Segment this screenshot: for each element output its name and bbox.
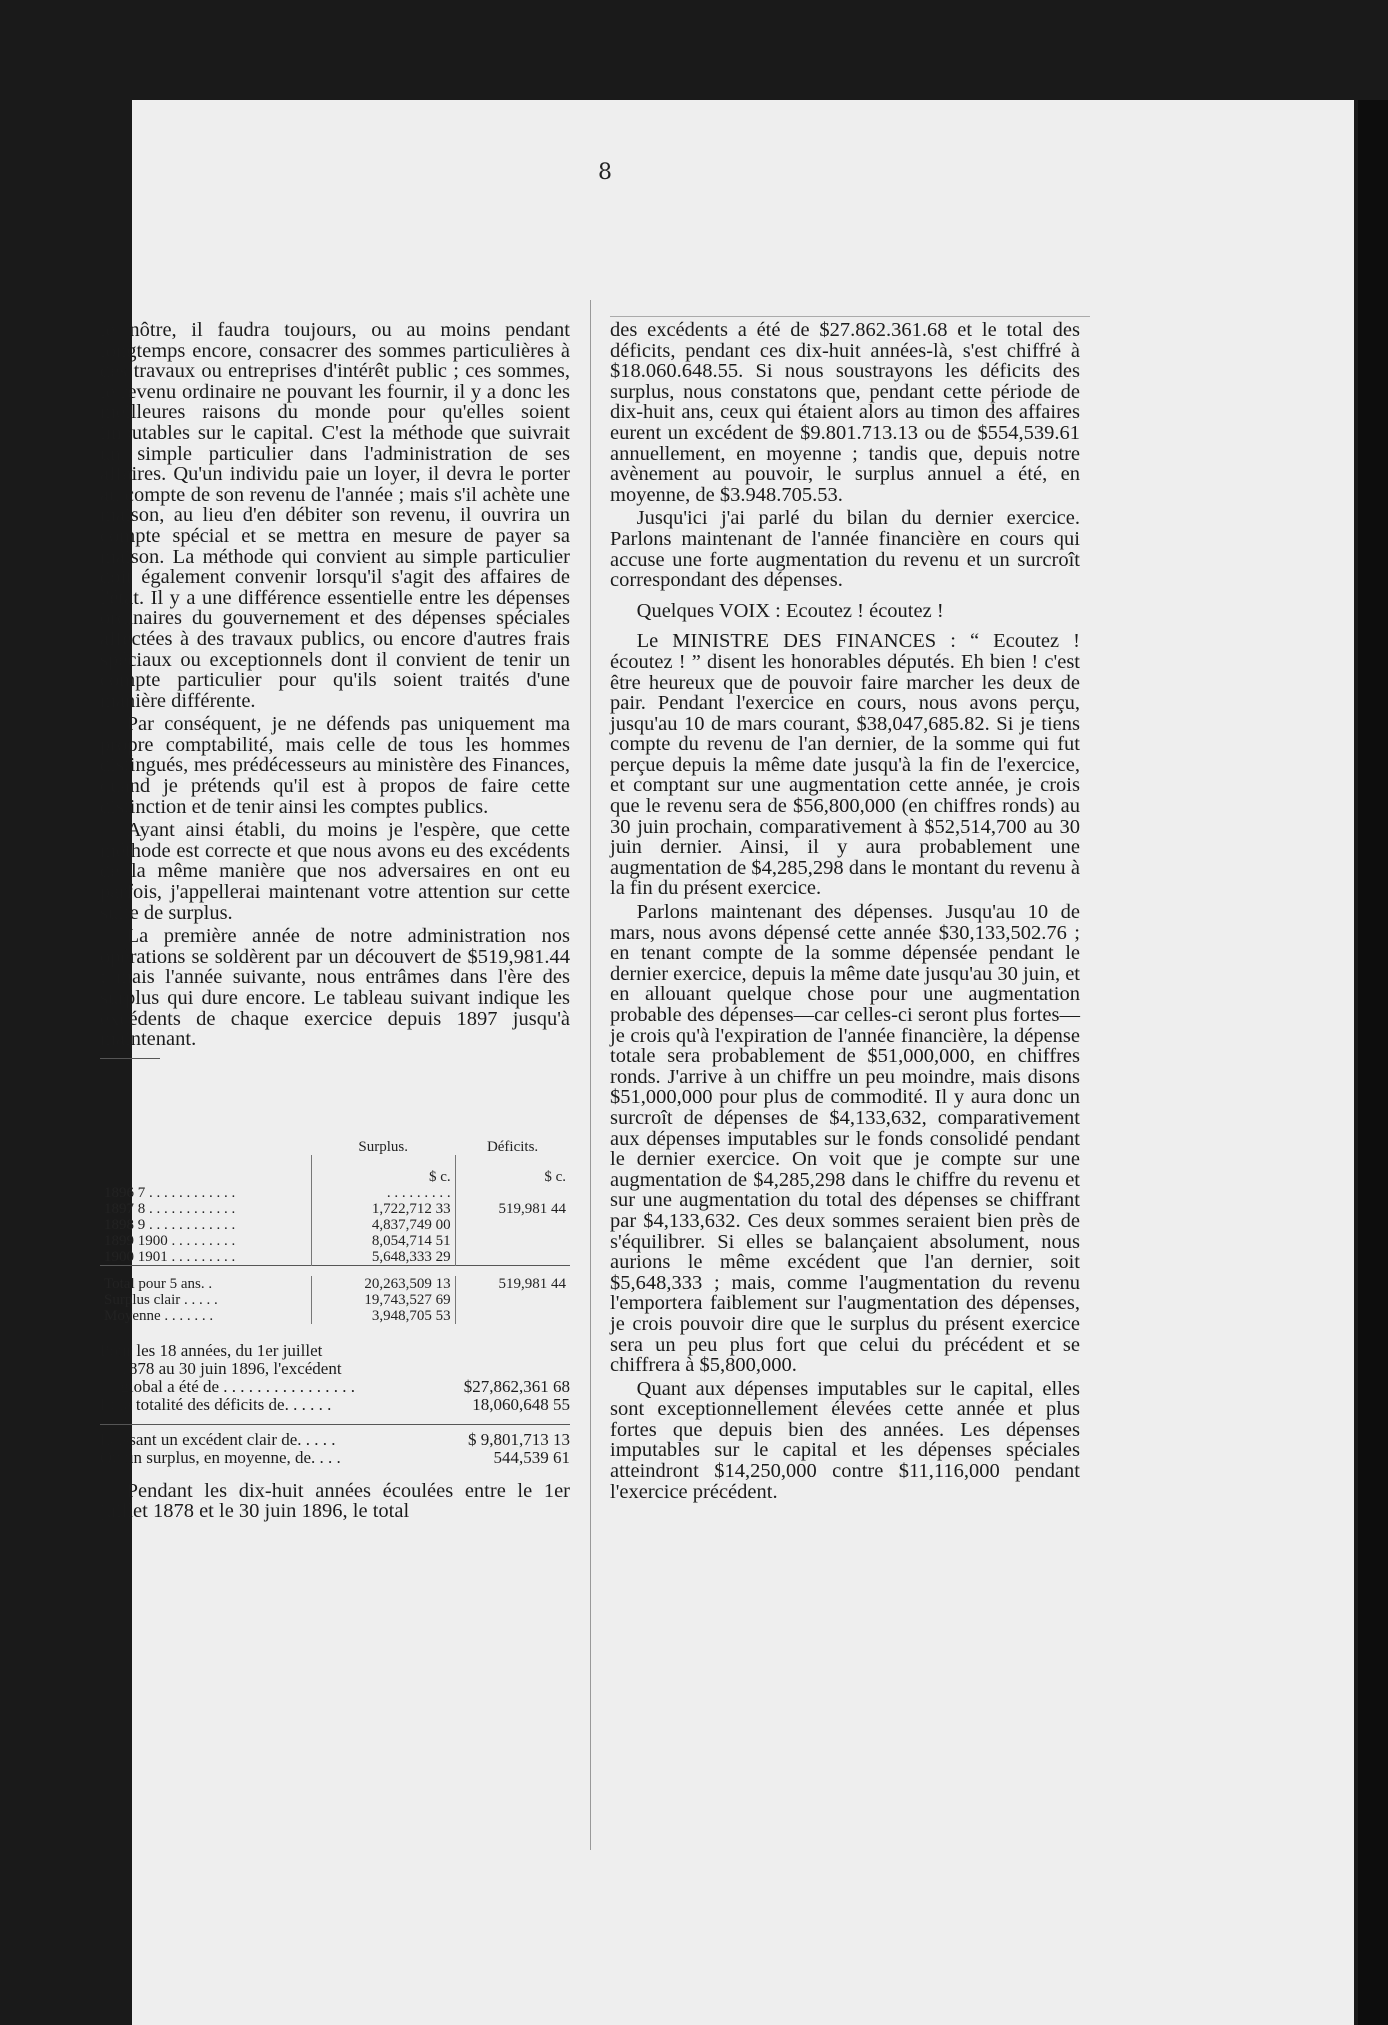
paragraph: le nôtre, il faudra toujours, ou au moins pendant longtemps encore, consacrer des sommes particulières à des travaux ou entreprises d'intérêt public ; ces sommes, le revenu ordinaire ne pouvant les fournir, il y a donc les meilleures raisons du monde pour qu'elles soient imputables sur le capital. C'est la méthode que suivrait un simple particulier dans l'administration de ses affaires. Qu'un individu paie un loyer, il devra le porter au compte de son revenu de l'année ; mais s'il achète une maison, au lieu d'en débiter son revenu, il ouvrira un compte spécial et se mettra en mesure de payer sa maison. La méthode qui convient au simple particulier doit également convenir lorsqu'il s'agit des affaires de l'état. Il y a une différence essentielle entre les dépenses ordinaires du gouvernement et des dépenses spéciales affectées à des travaux publics, ou encore d'autres frais spéciaux ou exceptionnels dont il convient de tenir un compte particulier pour qu'ils soient traités d'une manière différente. — [100, 319, 570, 712]
col-head-deficits: Déficits. — [486, 1138, 539, 1155]
summary-amount: 544,539 61 — [493, 1447, 570, 1467]
summary-label: Et la totalité des déficits de. . . . . . — [100, 1394, 332, 1414]
paragraph: Ayant ainsi établi, du moins je l'espère, que cette méthode est correcte et que nous avons eu des excédents de la même manière que nos adversaires en ont eu parfois, j'appellerai maintenant votre attention sur cette suite de surplus. — [100, 819, 570, 924]
unit-deficits: $ c. — [455, 1155, 570, 1185]
paragraph: La première année de notre administration nos opérations se soldèrent par un découvert de $519,981.44 ; mais l'année suivante, nous entrâmes dans l'ère des surplus qui dure encore. Le tableau suivant indique les excédents de chaque exercice depuis 1897 jusqu'à maintenant. — [100, 925, 570, 1051]
top-rule — [610, 316, 1090, 317]
paragraph: Parlons maintenant des dépenses. Jusqu'au 10 de mars, nous avons dépensé cette année $30,133,502.76 ; en tenant compte de la somme dépensée pendant le dernier exercice, depuis la même date jusqu'au 30 juin, et en allouant quelque chose pour une augmentation probable des dépenses—car celles-ci seront plus fortes—je crois qu'à l'expiration de l'année financière, la dépense totale sera probablement de $51,000,000, en chiffres ronds. J'arrive à un chiffre un peu moindre, mais disons $51,000,000 pour plus de commodité. Il y aura donc un surcroît de dépenses de $4,133,632, comparativement aux dépenses imputables sur le fonds consolidé pendant le dernier exercice. On voit que je compte sur une augmentation de $4,285,298 dans le chiffre du revenu et sur une augmentation du total des dépenses se chiffrant par $4,133,632. Ces deux sommes seraient bien près de s'équilibrer. Si elles se balançaient absolument, nous aurions le même excédent que l'an dernier, soit $5,648,333 ; mais, comme l'augmentation du revenu l'emportera faiblement sur l'augmentation des dépenses, je crois pouvoir dire que le surplus du présent exercice sera un peu plus fort que celui du précédent et se chiffrera à $5,800,000. — [610, 901, 1080, 1377]
paragraph: Le MINISTRE DES FINANCES : “ Ecoutez ! écoutez ! ” disent les honorables députés. Eh bien ! c'est être heureux que de pouvoir faire marcher les deux de pair. Pendant l'exercice en cours, nous avons perçu, jusqu'au 10 de mars courant, $38,047,685.82. Si je tiens compte du revenu de l'an dernier, de la somme qui fut perçue depuis la même date jusqu'à la fin de l'exercice, et comptant sur une augmentation cette année, je crois que le revenu sera de $56,800,000 (en chiffres ronds) au 30 juin prochain, comparativement à $52,514,700 au 30 juin dernier. Ainsi, il y aura probablement une augmentation de $4,285,298 dans le montant du revenu à la fin du présent exercice. — [610, 630, 1080, 900]
summary-amount: 18,060,648 55 — [472, 1394, 570, 1414]
table-row: 1897 8 . . . . . . . . . . . . 1,722,712 33 519,981 44 — [100, 1201, 570, 1217]
table-row-total: Moyenne . . . . . . . 3,948,705 53 — [100, 1308, 570, 1324]
table-row: 1899 1900 . . . . . . . . . 8,054,714 51 — [100, 1233, 570, 1249]
table-row: 1896 7 . . . . . . . . . . . . . . . . . . . . . — [100, 1185, 570, 1201]
paragraph: des excédents a été de $27.862.361.68 et le total des déficits, pendant ces dix-huit années-là, s'est chiffré à $18.060.648.55. Si nous soustrayons les déficits des surplus, nous constatons que, pendant cette période de dix-huit ans, ceux qui étaient alors au timon des affaires eurent un excédent de $9.801.713.13 ou de $554,539.61 annuellement, en moyenne ; tandis que, depuis notre avènement au pouvoir, le surplus annuel a été, en moyenne, de $3.948.705.53. — [610, 319, 1080, 506]
summary-label: 1878 au 30 juin 1896, l'excédent — [120, 1358, 342, 1378]
table-row-total: Surplus clair . . . . . 19,743,527 69 — [100, 1292, 570, 1308]
paragraph: Quelques VOIX : Ecoutez ! écoutez ! — [636, 599, 944, 622]
paragraph: Quant aux dépenses imputables sur le capital, elles sont exceptionnellement élevées cette année et plus fortes que depuis bien des années. Les dépenses imputables sur le capital et les dépenses spéciales atteindront $14,250,000 contre $11,116,000 pendant l'exercice précédent. — [610, 1377, 1080, 1503]
summary-amount: $27,862,361 68 — [463, 1376, 570, 1396]
summary-amount: $ 9,801,713 13 — [468, 1429, 570, 1449]
table-row-total: Total pour 5 ans. . 20,263,509 13 519,981 44 — [100, 1276, 570, 1292]
table-row: 1898 9 . . . . . . . . . . . . 4,837,749 00 — [100, 1217, 570, 1233]
summary-label: Ou un surplus, en moyenne, de. . . . — [100, 1447, 341, 1467]
summary-block — [100, 1342, 570, 1467]
short-rule — [100, 1058, 160, 1059]
left-column — [100, 320, 570, 1525]
unit-surplus: $ c. — [311, 1155, 455, 1185]
summary-label: global a été de . . . . . . . . . . . . . . . . — [120, 1376, 356, 1396]
paragraph: Jusqu'ici j'ai parlé du bilan du dernier exercice. Parlons maintenant de l'année financière en cours qui accuse une forte augmentation du revenu et un surcroît correspondant des dépenses. — [610, 507, 1080, 592]
scan-edge — [1358, 100, 1388, 2025]
surplus-table — [100, 1095, 570, 1324]
table-row: 1900 1901 . . . . . . . . . 5,648,333 29 — [100, 1249, 570, 1266]
paragraph: Par conséquent, je ne défends pas uniquement ma propre comptabilité, mais celle de tous les hommes distingués, mes prédécesseurs au ministère des Finances, quand je prétends qu'il est à propos de faire cette distinction et de tenir ainsi les comptes publics. — [100, 713, 570, 818]
paragraph: Pendant les dix-huit années écoulées entre le 1er juillet 1878 et le 30 juin 1896, le total — [100, 1479, 570, 1523]
summary-rule — [100, 1424, 570, 1425]
summary-label: Laissant un excédent clair de. . . . . — [100, 1429, 336, 1449]
col-head-surplus: Surplus. — [358, 1138, 408, 1155]
page-number: 8 — [598, 160, 612, 185]
right-column — [610, 320, 1080, 1505]
summary-label: Pour les 18 années, du 1er juillet — [100, 1340, 323, 1360]
column-divider — [590, 300, 591, 1850]
